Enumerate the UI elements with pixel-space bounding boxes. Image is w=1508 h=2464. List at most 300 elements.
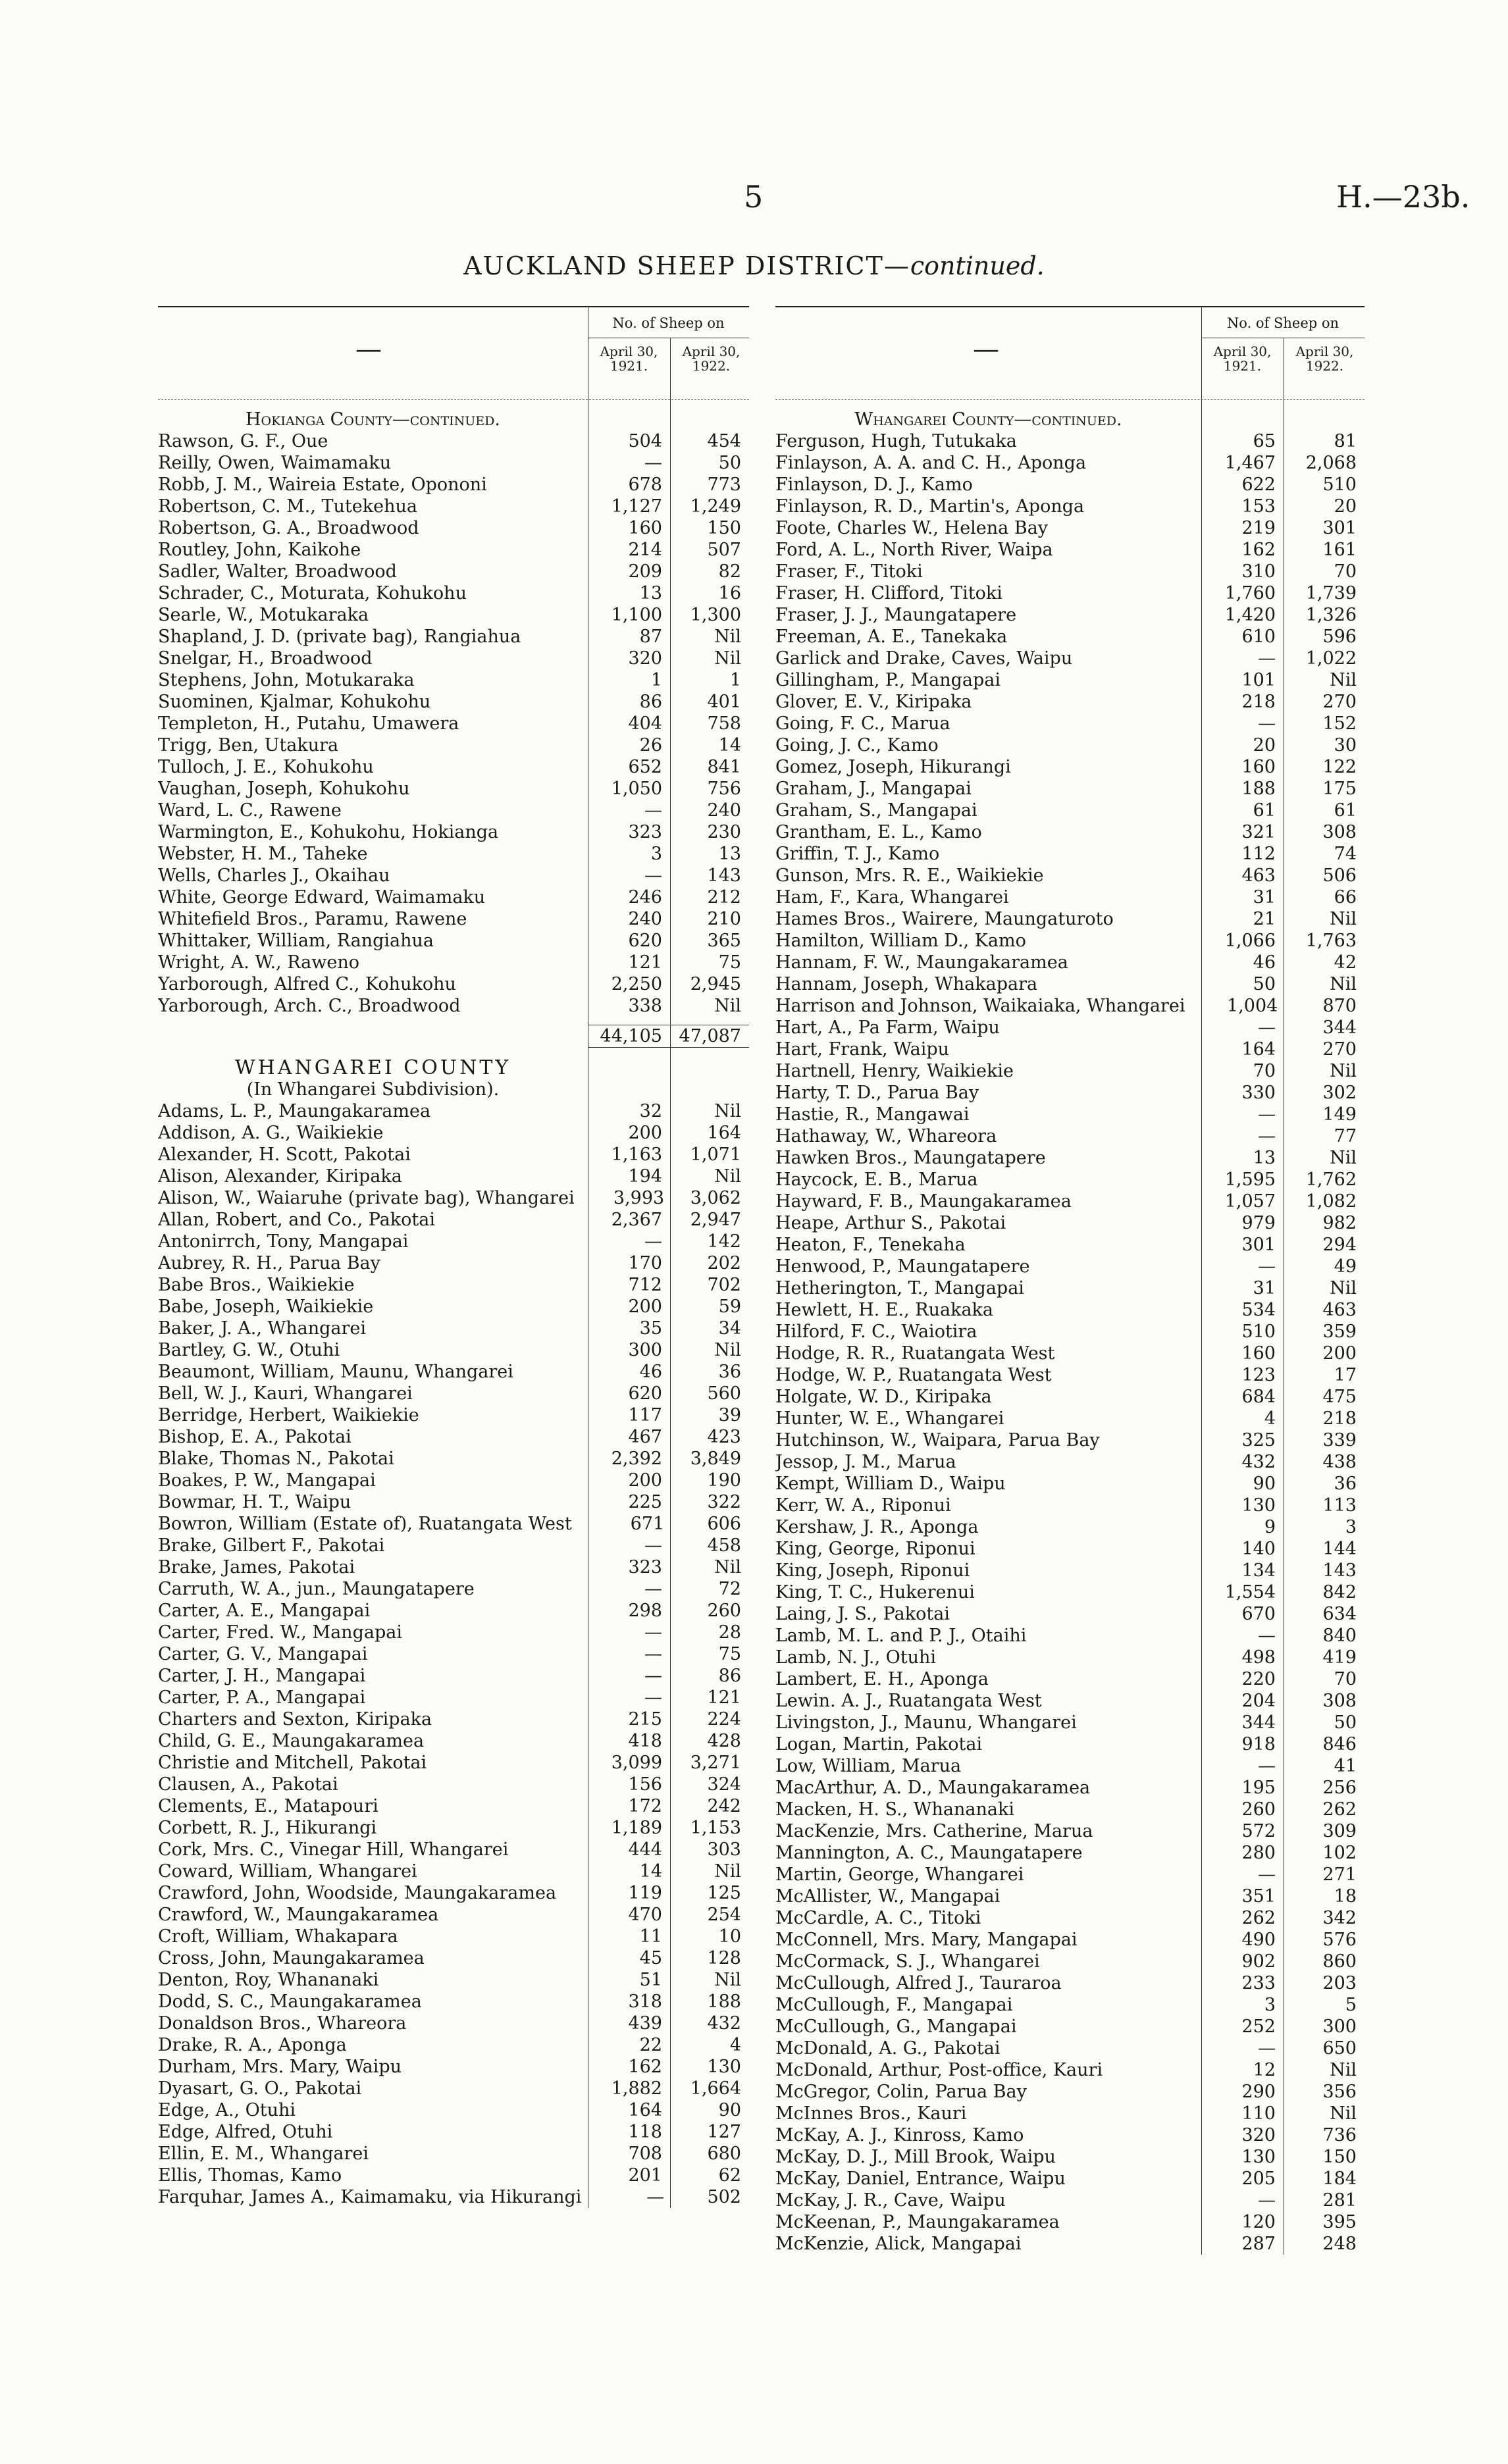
sheep-1921: —	[1258, 1104, 1276, 1125]
whangarei-rows	[158, 1100, 749, 2208]
owner-name: Tulloch, J. E., Kohukohu	[158, 757, 374, 777]
sheep-1921: 140	[1241, 1539, 1276, 1559]
hokianga-rows	[158, 430, 749, 1017]
page-heading	[0, 251, 1508, 280]
sheep-1921: 1,127	[611, 496, 662, 517]
owner-name: Graham, S., Mangapai	[775, 800, 977, 821]
sheep-1922: 59	[718, 1296, 741, 1317]
sheep-1922: 77	[1334, 1126, 1357, 1146]
owner-name: Gunson, Mrs. R. E., Waikiekie	[775, 865, 1044, 886]
sheep-1922: 842	[1322, 1582, 1357, 1603]
table-row	[158, 908, 749, 930]
owner-name: Going, J. C., Kamo	[775, 735, 939, 756]
sheep-1921: 31	[1253, 887, 1276, 908]
owner-name: Schrader, C., Moturata, Kohukohu	[158, 583, 467, 603]
sheep-1922: 271	[1322, 1864, 1357, 1885]
sheep-1922: 152	[1322, 713, 1357, 734]
table-row	[775, 973, 1365, 995]
sheep-1921: 46	[639, 1362, 662, 1382]
sheep-1922: 75	[718, 1644, 741, 1664]
owner-name: Hastie, R., Mangawai	[775, 1104, 970, 1125]
sheep-1921: 298	[628, 1601, 662, 1621]
sheep-1922: 309	[1322, 1821, 1357, 1841]
sheep-1922: 150	[707, 518, 741, 538]
sheep-1921: 280	[1241, 1843, 1276, 1863]
sheep-1922: 2,068	[1305, 453, 1357, 473]
sheep-1922: 3,062	[690, 1188, 741, 1208]
sheep-1921: 195	[1241, 1778, 1276, 1798]
owner-name: McCullough, G., Mangapai	[775, 2016, 1017, 2037]
sheep-1921: —	[644, 453, 662, 473]
owner-name: Carter, A. E., Mangapai	[158, 1601, 371, 1621]
sheep-1922: Nil	[1330, 2060, 1357, 2080]
owner-name: Boakes, P. W., Mangapai	[158, 1470, 376, 1491]
owner-name: Vaughan, Joseph, Kohukohu	[158, 779, 410, 799]
sheep-1922: 17	[1334, 1365, 1357, 1385]
owner-name: Ham, F., Kara, Whangarei	[775, 887, 1009, 908]
table-row	[775, 1364, 1365, 1386]
table-row	[158, 1426, 749, 1448]
sheep-1921: 467	[628, 1427, 662, 1447]
sheep-1921: 321	[1241, 822, 1276, 842]
sheep-1922: 281	[1322, 2190, 1357, 2211]
sheep-1922: 143	[707, 865, 741, 886]
owner-name: Martin, George, Whangarei	[775, 1864, 1024, 1885]
table-row	[775, 1343, 1365, 1364]
sheep-1922: 1,763	[1305, 931, 1357, 951]
table-row	[158, 1470, 749, 1491]
sheep-1921: —	[644, 1644, 662, 1664]
sheep-1921: 209	[628, 561, 662, 582]
owner-name: Mannington, A. C., Maungatapere	[775, 1843, 1083, 1863]
owner-name: Allan, Robert, and Co., Pakotai	[158, 1210, 435, 1230]
table-row	[775, 1668, 1365, 1690]
sheep-1921: 194	[628, 1166, 662, 1187]
sheep-1921: 510	[1241, 1322, 1276, 1342]
table-row	[158, 1904, 749, 1926]
owner-name: McKay, A. J., Kinross, Kamo	[775, 2125, 1024, 2145]
sheep-1921: 160	[1241, 1343, 1276, 1364]
sheep-1922: 702	[707, 1275, 741, 1295]
sheep-1921: 225	[628, 1492, 662, 1512]
owner-name: Clausen, A., Pakotai	[158, 1774, 338, 1795]
sheep-1921: 620	[628, 1383, 662, 1404]
table-row	[775, 1147, 1365, 1169]
owner-name: White, George Edward, Waimamaku	[158, 887, 486, 908]
sheep-1921: 90	[1253, 1474, 1276, 1494]
sheep-1922: 128	[707, 1948, 741, 1968]
sheep-1922: 164	[707, 1123, 741, 1143]
table-row	[158, 734, 749, 756]
sheep-1921: 233	[1241, 1973, 1276, 1993]
owner-name: Heaton, F., Tenekaha	[775, 1235, 966, 1255]
sheep-1921: 610	[1241, 627, 1276, 647]
right-column	[775, 306, 1365, 2255]
owner-name: Carter, J. H., Mangapai	[158, 1666, 366, 1686]
owner-name: Durham, Mrs. Mary, Waipu	[158, 2057, 402, 2077]
sheep-1921: 45	[639, 1948, 662, 1968]
table-row	[775, 2146, 1365, 2168]
sheep-1921: 188	[1241, 779, 1276, 799]
table-row	[775, 1994, 1365, 2016]
section-title: WHANGAREI COUNTY	[234, 1056, 511, 1079]
table-row	[158, 669, 749, 691]
sheep-1922: 254	[707, 1905, 741, 1925]
sheep-1921: 164	[1241, 1039, 1276, 1060]
sheep-1922: 36	[718, 1362, 741, 1382]
owner-name: Hannam, F. W., Maungakaramea	[775, 952, 1068, 973]
sheep-1921: 2,250	[611, 974, 662, 994]
table-row	[775, 2038, 1365, 2059]
sheep-1922: Nil	[714, 1101, 741, 1121]
sheep-1922: 20	[1334, 496, 1357, 517]
sheep-1922: 1,664	[690, 2078, 741, 2099]
sheep-1922: 2,947	[690, 1210, 741, 1230]
owner-name: Brake, James, Pakotai	[158, 1557, 355, 1578]
col-1922-label: April 30, 1922.	[682, 344, 741, 374]
sheep-1921: 61	[1253, 800, 1276, 821]
table-row	[158, 2013, 749, 2034]
sheep-1921: 205	[1241, 2169, 1276, 2189]
table-row	[775, 2016, 1365, 2038]
owner-name: Lamb, N. J., Otuhi	[775, 1647, 937, 1668]
sheep-1921: 1,760	[1224, 583, 1276, 603]
table-row	[775, 1473, 1365, 1495]
table-row	[775, 517, 1365, 539]
owner-name: Whitefield Bros., Paramu, Rawene	[158, 909, 467, 929]
sheep-1921: —	[1258, 2190, 1276, 2211]
sheep-1921: 652	[628, 757, 662, 777]
sheep-1922: 188	[707, 1991, 741, 2012]
table-row	[158, 1708, 749, 1730]
owner-name: MacArthur, A. D., Maungakaramea	[775, 1778, 1091, 1798]
sheep-1921: 2,367	[611, 1210, 662, 1230]
sheep-1922: 66	[1334, 887, 1357, 908]
table-row	[775, 1191, 1365, 1212]
sheep-1921: —	[644, 800, 662, 821]
sheep-1922: 212	[707, 887, 741, 908]
sheep-1922: Nil	[714, 1861, 741, 1882]
sheep-1921: 170	[628, 1253, 662, 1273]
sheep-1922: 1,022	[1305, 648, 1357, 669]
table-row	[158, 1513, 749, 1535]
owner-name: Finlayson, A. A. and C. H., Aponga	[775, 453, 1087, 473]
sheep-1921: 490	[1241, 1930, 1276, 1950]
table-row	[158, 1383, 749, 1404]
sheep-1922: 324	[707, 1774, 741, 1795]
sheep-1921: 1,189	[611, 1818, 662, 1838]
sheep-1922: 81	[1334, 431, 1357, 451]
owner-name: Crawford, John, Woodside, Maungakaramea	[158, 1883, 557, 1903]
table-row	[158, 1578, 749, 1600]
table-row	[775, 604, 1365, 626]
owner-name: McDonald, A. G., Pakotai	[775, 2038, 1001, 2059]
sheep-1922: 260	[707, 1601, 741, 1621]
owner-name: Cross, John, Maungakaramea	[158, 1948, 425, 1968]
sheep-1922: 860	[1322, 1951, 1357, 1972]
sheep-1922: 3,849	[690, 1449, 741, 1469]
sheep-1921: 130	[1241, 2147, 1276, 2167]
sheep-1921: —	[644, 1231, 662, 1252]
table-row	[775, 1560, 1365, 1581]
table-row	[158, 1752, 749, 1774]
sheep-1921: 156	[628, 1774, 662, 1795]
table-row	[775, 778, 1365, 800]
owner-name: Yarborough, Alfred C., Kohukohu	[158, 974, 456, 994]
sheep-1922: 841	[707, 757, 741, 777]
owner-name: MacKenzie, Mrs. Catherine, Marua	[775, 1821, 1093, 1841]
sheep-1921: 20	[1253, 735, 1276, 756]
sheep-1922: Nil	[1330, 974, 1357, 994]
table-row	[775, 669, 1365, 691]
owner-name: Antonirrch, Tony, Mangapai	[158, 1231, 409, 1252]
owner-name: Foote, Charles W., Helena Bay	[775, 518, 1049, 538]
table-row	[775, 756, 1365, 778]
owner-name: Shapland, J. D. (private bag), Rangiahua	[158, 627, 521, 647]
table-row	[775, 1125, 1365, 1147]
sheep-1922: 143	[1322, 1560, 1357, 1581]
table-row	[158, 539, 749, 561]
sheep-1921: —	[644, 1622, 662, 1643]
table-row	[158, 1947, 749, 1969]
owner-name: Reilly, Owen, Waimamaku	[158, 453, 392, 473]
owner-name: Bell, W. J., Kauri, Whangarei	[158, 1383, 413, 1404]
sheep-1922: 438	[1322, 1452, 1357, 1472]
owner-name: Dodd, S. C., Maungakaramea	[158, 1991, 422, 2012]
owner-name: Ellin, E. M., Whangarei	[158, 2143, 369, 2164]
table-row	[775, 1169, 1365, 1191]
owner-name: Charters and Sexton, Kiripaka	[158, 1709, 432, 1730]
sheep-1921: 1,882	[611, 2078, 662, 2099]
sheep-1921: 300	[628, 1340, 662, 1360]
sheep-1922: 50	[1334, 1712, 1357, 1733]
sheep-1921: 2,392	[611, 1449, 662, 1469]
sheep-1921: —	[644, 865, 662, 886]
table-row	[158, 1448, 749, 1470]
sheep-1922: 419	[1322, 1647, 1357, 1668]
owner-name: Hartnell, Henry, Waikiekie	[775, 1061, 1014, 1081]
sheep-1922: 248	[1322, 2234, 1357, 2254]
table-row	[775, 1886, 1365, 1907]
right-table-header	[775, 306, 1365, 406]
table-row	[158, 691, 749, 713]
table-row	[158, 1622, 749, 1643]
owner-name: Freeman, A. E., Tanekaka	[775, 627, 1008, 647]
sheep-1921: 671	[630, 1514, 665, 1534]
table-row	[775, 734, 1365, 756]
sheep-1922: 240	[707, 800, 741, 821]
table-row	[775, 1516, 1365, 1538]
sheep-1922: 72	[718, 1579, 741, 1599]
sheep-1921: 120	[1241, 2212, 1276, 2232]
sheep-1922: 144	[1322, 1539, 1357, 1559]
owner-name: Ellis, Thomas, Kamo	[158, 2165, 342, 2186]
sheep-1922: 218	[1322, 1408, 1357, 1429]
right-table-body	[775, 406, 1365, 2255]
owner-name: Edge, A., Otuhi	[158, 2100, 296, 2120]
owner-name: Laing, J. S., Pakotai	[775, 1604, 950, 1624]
sheep-1921: 320	[1241, 2125, 1276, 2145]
sheep-1921: 3,099	[611, 1753, 662, 1773]
sheep-1922: 773	[707, 475, 741, 495]
owner-name: Carruth, W. A., jun., Maungatapere	[158, 1579, 475, 1599]
sheep-1922: 49	[1334, 1256, 1357, 1277]
table-row	[158, 626, 749, 648]
sheep-1922: Nil	[1330, 1061, 1357, 1081]
sheep-1922: 432	[707, 2013, 741, 2034]
owner-name: Carter, Fred. W., Mangapai	[158, 1622, 402, 1643]
owner-name: Ward, L. C., Rawene	[158, 800, 342, 821]
table-row	[158, 2099, 749, 2121]
owner-name: Donaldson Bros., Whareora	[158, 2013, 407, 2034]
table-row	[158, 1991, 749, 2013]
sheep-1922: 454	[707, 431, 741, 451]
owner-name: Denton, Roy, Whananaki	[158, 1970, 379, 1990]
owner-name: Croft, William, Whakapara	[158, 1926, 398, 1947]
owner-name: Rawson, G. F., Oue	[158, 431, 328, 451]
owner-name: Harty, T. D., Parua Bay	[775, 1083, 979, 1103]
table-row	[775, 1864, 1365, 1886]
owner-name: McKenzie, Alick, Mangapai	[775, 2234, 1022, 2254]
sheep-1922: 463	[1322, 1300, 1357, 1320]
owner-name: Carter, G. V., Mangapai	[158, 1644, 368, 1664]
table-row	[158, 1861, 749, 1882]
sheep-1921: 215	[628, 1709, 662, 1730]
sheep-1922: Nil	[714, 1557, 741, 1578]
sheep-1921: 160	[1241, 757, 1276, 777]
table-row	[158, 800, 749, 821]
table-row	[158, 1687, 749, 1708]
sheep-1921: 112	[1241, 844, 1276, 864]
owner-name: McInnes Bros., Kauri	[775, 2103, 967, 2124]
sheep-1922: 322	[707, 1492, 741, 1512]
owner-name: McKeenan, P., Maungakaramea	[775, 2212, 1060, 2232]
table-row	[775, 1277, 1365, 1299]
left-column	[158, 306, 749, 2208]
owner-name: Hames Bros., Wairere, Maungaturoto	[775, 909, 1114, 929]
table-row	[158, 1122, 749, 1144]
sheep-1921: 130	[1241, 1495, 1276, 1516]
sheep-1921: 4	[1264, 1408, 1276, 1429]
sheep-1922: 308	[1322, 822, 1357, 842]
table-row	[158, 865, 749, 886]
owner-name: Coward, William, Whangarei	[158, 1861, 417, 1882]
table-row	[158, 1969, 749, 1991]
table-row	[775, 865, 1365, 886]
table-row	[775, 713, 1365, 734]
sheep-1922: Nil	[1330, 1148, 1357, 1168]
name-column-dash: —	[355, 334, 382, 365]
sheep-1922: 395	[1322, 2212, 1357, 2232]
owner-name: Adams, L. P., Maungakaramea	[158, 1101, 431, 1121]
sheep-1921: 287	[1241, 2234, 1276, 2254]
sheep-1921: 3,993	[613, 1188, 665, 1208]
table-row	[158, 1209, 749, 1231]
hokianga-totals	[158, 1025, 749, 1048]
table-row	[158, 561, 749, 582]
sheep-1921: —	[1258, 713, 1276, 734]
sheep-1922: 61	[1334, 800, 1357, 821]
sheep-1922: 202	[707, 1253, 741, 1273]
sheep-1921: —	[1258, 648, 1276, 669]
sheep-1922: 428	[707, 1731, 741, 1751]
sheep-1922: 102	[1322, 1843, 1357, 1863]
sheep-1921: 463	[1241, 865, 1276, 886]
sheep-1922: 41	[1334, 1756, 1357, 1776]
sheep-1921: 51	[639, 1970, 662, 1990]
sheep-1921: 200	[628, 1296, 662, 1317]
table-row	[158, 1817, 749, 1839]
sheep-1922: 423	[707, 1427, 741, 1447]
total-1921: 44,105	[588, 1025, 670, 1048]
owner-name: Hathaway, W., Whareora	[775, 1126, 997, 1146]
table-row	[775, 1234, 1365, 1256]
owner-name: Kempt, William D., Waipu	[775, 1474, 1006, 1494]
sheep-1921: 240	[628, 909, 662, 929]
sheep-1921: 218	[1241, 692, 1276, 712]
table-row	[158, 1339, 749, 1361]
table-row	[158, 1665, 749, 1687]
sheep-1921: 470	[628, 1905, 662, 1925]
sheep-1922: 74	[1334, 844, 1357, 864]
sheep-1922: 302	[1322, 1083, 1357, 1103]
sheep-1921: 439	[628, 2013, 662, 2034]
sheep-1922: 270	[1322, 1039, 1357, 1060]
table-row	[158, 1600, 749, 1622]
sheep-1922: 365	[707, 931, 741, 951]
sheep-1922: 356	[1322, 2082, 1357, 2102]
sheep-1921: 9	[1264, 1517, 1276, 1537]
owner-name: Searle, W., Motukaraka	[158, 605, 369, 625]
sheep-1921: 498	[1241, 1647, 1276, 1668]
owner-name: Jessop, J. M., Marua	[775, 1452, 956, 1472]
table-row	[775, 1733, 1365, 1755]
owner-name: Bartley, G. W., Otuhi	[158, 1340, 340, 1360]
table-row	[158, 604, 749, 626]
owner-name: Ferguson, Hugh, Tutukaka	[775, 431, 1017, 451]
sheep-1921: 444	[628, 1839, 662, 1860]
sheep-1922: 870	[1322, 996, 1357, 1016]
sheep-1922: 634	[1322, 1604, 1357, 1624]
sheep-1922: 82	[718, 561, 741, 582]
owner-name: Clements, E., Matapouri	[158, 1796, 378, 1816]
owner-name: Fraser, H. Clifford, Titoki	[775, 583, 1002, 603]
sheep-1921: 310	[1241, 561, 1276, 582]
owner-name: Lambert, E. H., Aponga	[775, 1669, 989, 1689]
owner-name: Webster, H. M., Taheke	[158, 844, 368, 864]
table-row	[158, 1231, 749, 1252]
sheep-1921: 684	[1241, 1387, 1276, 1407]
sheep-1921: —	[1258, 1756, 1276, 1776]
sheep-1921: 50	[1253, 974, 1276, 994]
table-row	[775, 886, 1365, 908]
owner-name: Beaumont, William, Maunu, Whangarei	[158, 1362, 513, 1382]
owner-name: Sadler, Walter, Broadwood	[158, 561, 397, 582]
owner-name: Low, William, Marua	[775, 1756, 962, 1776]
sheep-1922: 10	[718, 1926, 741, 1947]
owner-name: Snelgar, H., Broadwood	[158, 648, 373, 669]
sheep-1922: 39	[718, 1405, 741, 1425]
sheep-1921: 26	[639, 735, 662, 756]
sheep-1921: 3	[650, 844, 662, 864]
sheep-1921: 65	[1253, 431, 1276, 451]
sheep-1921: 164	[628, 2100, 662, 2120]
sheep-1921: 110	[1241, 2103, 1276, 2124]
owner-name: Finlayson, R. D., Martin's, Aponga	[775, 496, 1085, 517]
table-row	[158, 1252, 749, 1274]
sheep-1922: 606	[707, 1514, 741, 1534]
table-row	[158, 973, 749, 995]
